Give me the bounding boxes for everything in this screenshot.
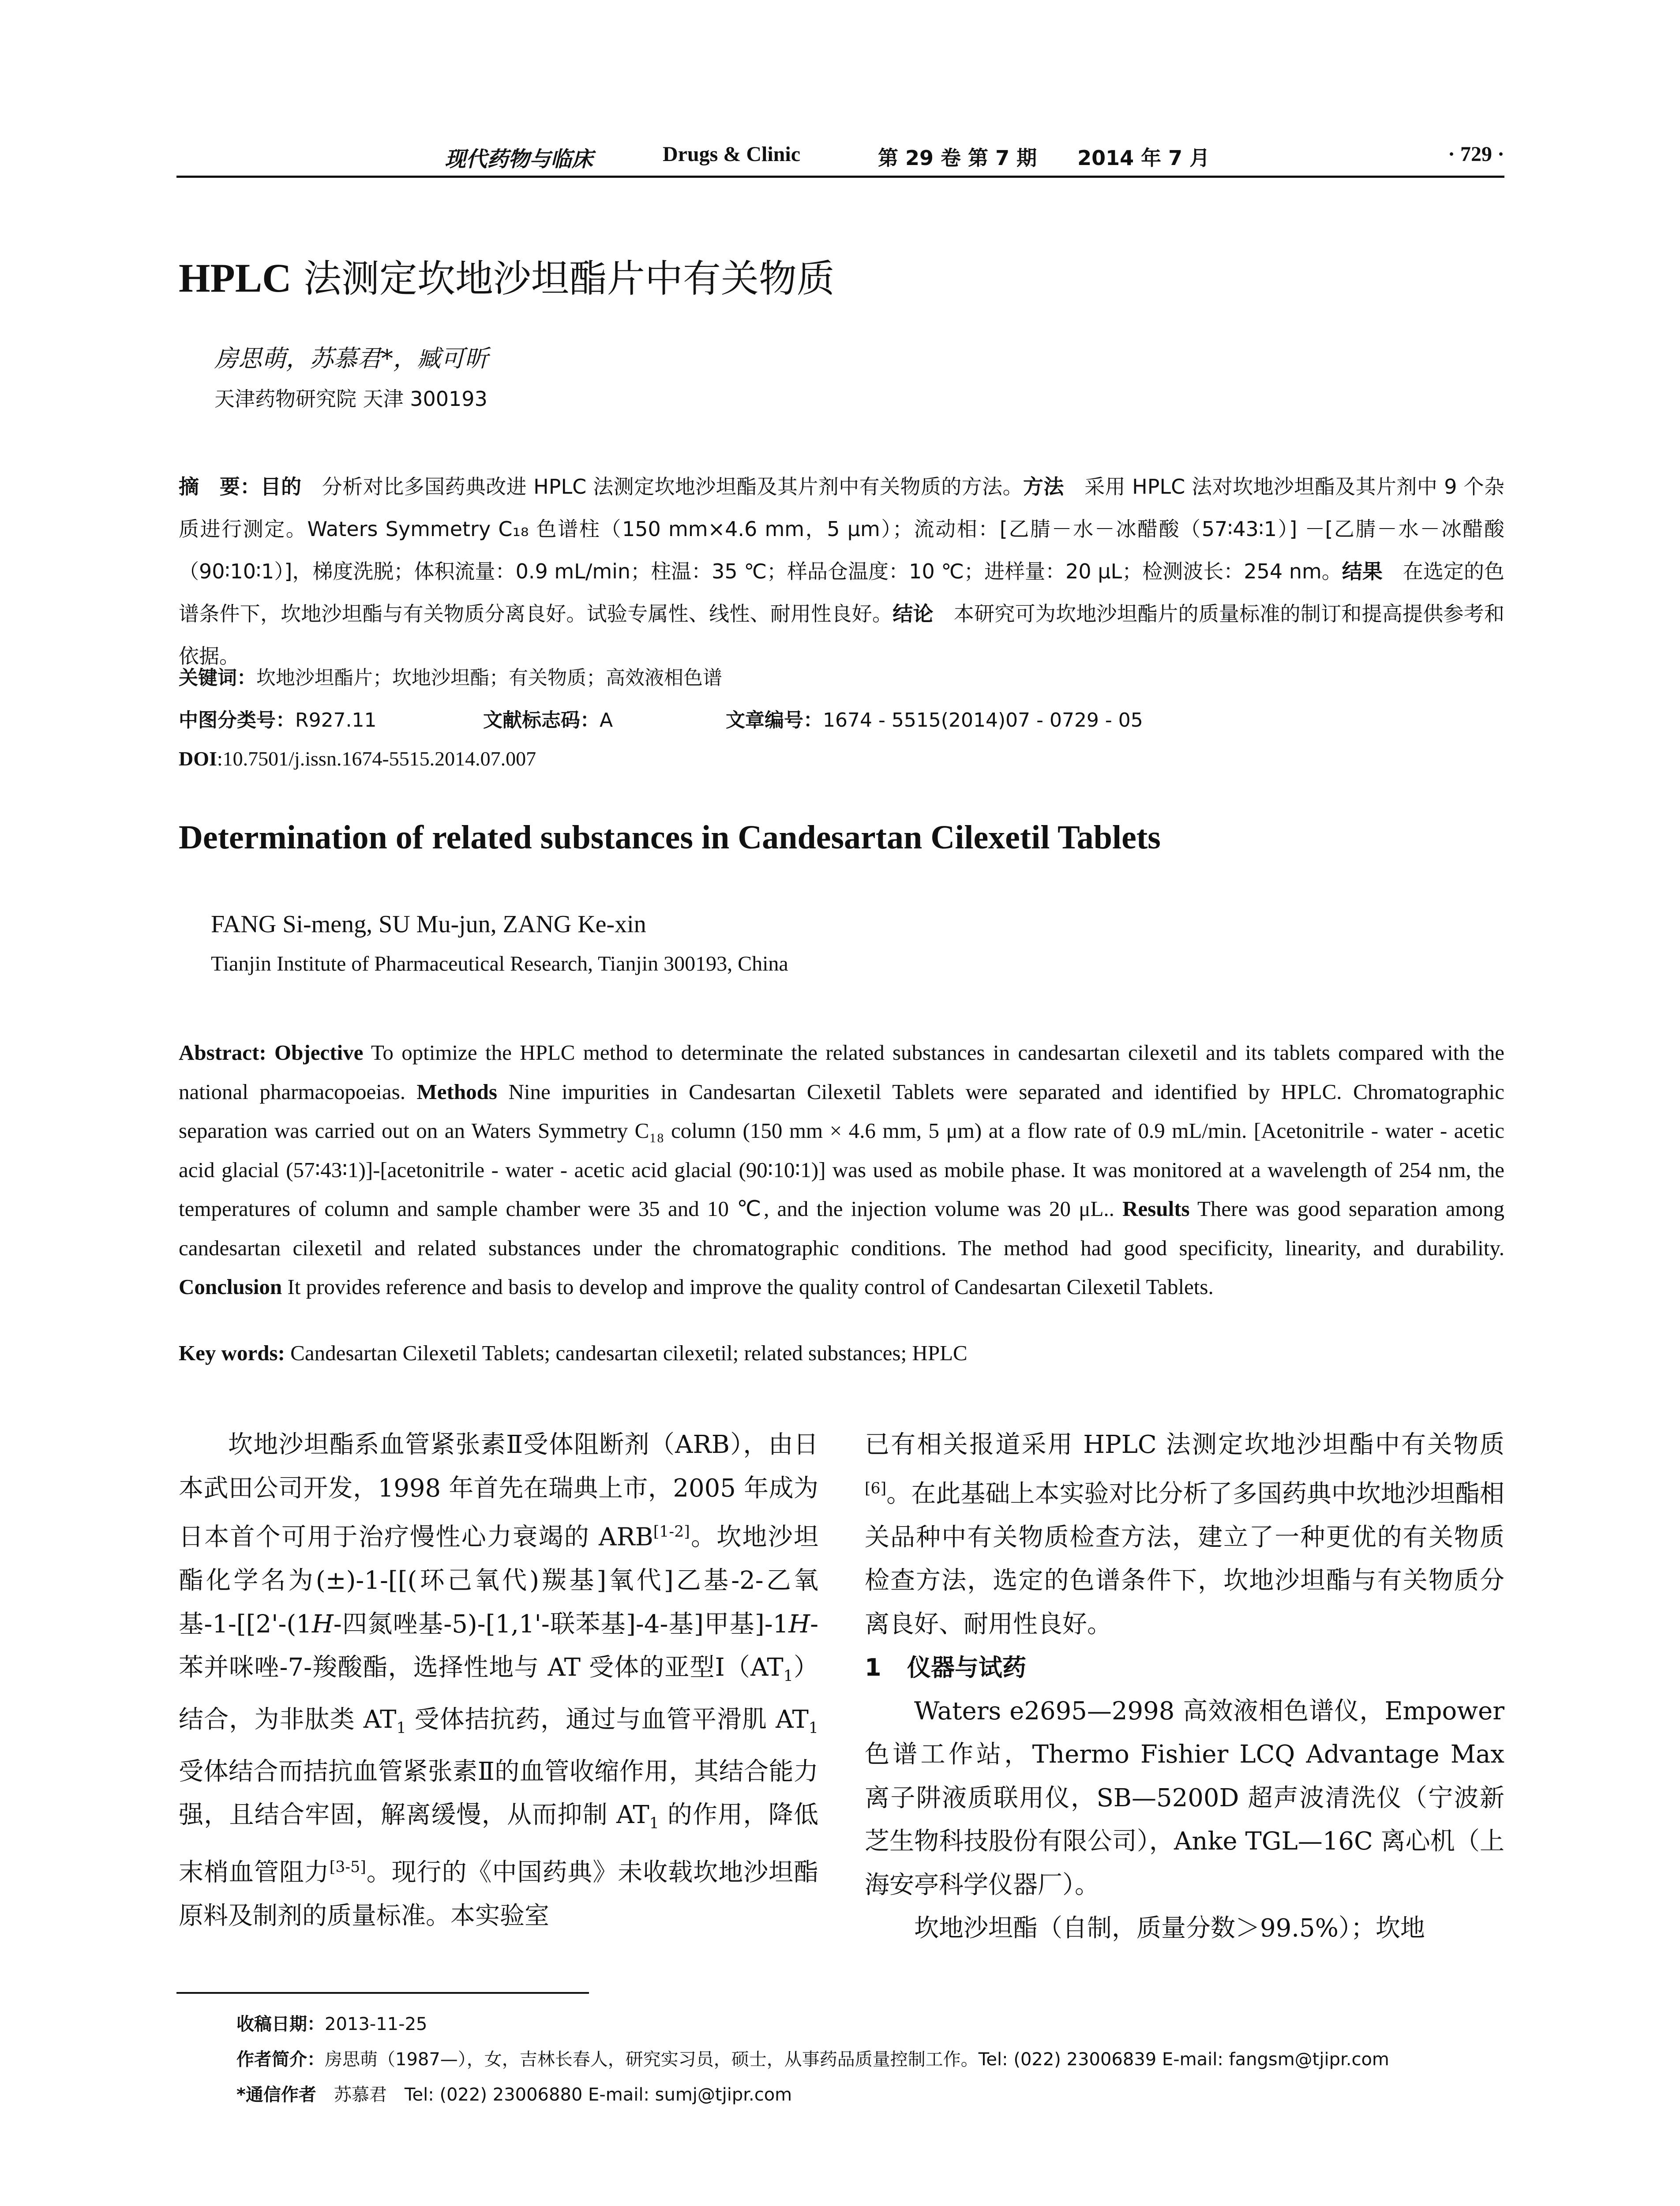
journal-name-en: Drugs & Clinic bbox=[663, 143, 800, 166]
body-text: 受体拮抗药，通过与血管平滑肌 AT bbox=[406, 1705, 809, 1734]
clc-value: R927.11 bbox=[295, 709, 377, 732]
body-right-column bbox=[865, 1423, 1504, 1951]
issue-date: 2014 年 7 月 bbox=[1077, 146, 1210, 170]
subscript: 1 bbox=[396, 1719, 406, 1737]
keywords-en bbox=[179, 1340, 968, 1366]
abstract-cn-methods: 采用 HPLC 法对坎地沙坦酯及其片剂中 9 个杂质进行测定。Waters Symmetry C₁₈ 色谱柱（150 mm×4.6 mm，5 μm）；流动相：[乙腈－水－冰醋酸（57∶43∶1）] －[乙腈－水－冰醋酸（90∶10∶1）]，梯度洗脱；体积流量：0.9 mL/min；柱温：35 ℃；样品仓温度：10 ℃；进样量：20 μL；检测波长：254 nm。 bbox=[179, 475, 1505, 583]
article-number-value: 1674 - 5515(2014)07 - 0729 - 05 bbox=[823, 709, 1143, 732]
abstract-cn-results: 在选定的色谱条件下，坎地沙坦酯与有关物质分离良好。试验专属性、线性、耐用性良好。 bbox=[179, 559, 1505, 626]
header-rule bbox=[176, 176, 1504, 178]
corresponding-label: *通信作者 bbox=[236, 2085, 316, 2105]
corresponding-info: 苏慕君 Tel: (022) 23006880 E-mail: sumj@tjipr.com bbox=[316, 2085, 792, 2105]
body-paragraph: 坎地沙坦酯（自制，质量分数＞99.5%）；坎地 bbox=[914, 1914, 1425, 1943]
doi-value[interactable]: :10.7501/j.issn.1674-5515.2014.07.007 bbox=[217, 747, 536, 770]
received-date: 2013-11-25 bbox=[325, 2014, 428, 2034]
body-text: 受体结合而拮抗血管紧张素Ⅱ的血管收缩作用，其结合能力强，且结合牢固，解离缓慢，从而抑制 AT bbox=[179, 1757, 818, 1830]
keywords-en-label: Key words: bbox=[179, 1341, 285, 1365]
body-text: 已有相关报道采用 HPLC 法测定坎地沙坦酯中有关物质 bbox=[865, 1430, 1504, 1459]
body-text: ）结合，为非肽类 AT bbox=[179, 1653, 819, 1734]
abstract-en-results-label: Results bbox=[1122, 1197, 1190, 1221]
clc-number bbox=[179, 704, 377, 732]
abstract-cn bbox=[179, 465, 1504, 677]
abstract-cn-results-label: 结果 bbox=[1342, 559, 1383, 583]
abstract-en-label: Abstract: bbox=[179, 1040, 266, 1065]
body-text: -苯并咪唑-7-羧酸酯，选择性地与 AT 受体的亚型Ⅰ（AT bbox=[179, 1609, 819, 1682]
section-number: 1 bbox=[865, 1654, 881, 1682]
author-bio: 房思萌（1987—），女，吉林长春人，研究实习员，硕士，从事药品质量控制工作。Tel: (022) 23006839 E-mail: fangsm@tjipr.com bbox=[325, 2049, 1389, 2070]
italic-h: H bbox=[311, 1609, 334, 1639]
authors-en: FANG Si-meng, SU Mu-jun, ZANG Ke-xin bbox=[211, 911, 646, 938]
abstract-en-conclusion-label: Conclusion bbox=[179, 1275, 282, 1299]
author-bio-label: 作者简介： bbox=[236, 2049, 325, 2070]
doi bbox=[179, 747, 536, 770]
document-code bbox=[483, 704, 613, 732]
subscript: 1 bbox=[808, 1719, 818, 1737]
volume-issue-date bbox=[878, 142, 1210, 171]
subscript: 1 bbox=[783, 1667, 793, 1685]
section-heading bbox=[865, 1646, 1504, 1690]
abstract-en-methods-label: Methods bbox=[416, 1079, 497, 1104]
keywords-cn-value: 坎地沙坦酯片；坎地沙坦酯；有关物质；高效液相色谱 bbox=[256, 667, 722, 689]
footnotes bbox=[236, 2007, 1507, 2112]
abstract-en-methods: Nine impurities in Candesartan Cilexetil Tablets were separated and identified by HPLC. Chromatographic separation was carried out on an Waters Symmetry C₁₈ column (150 mm × 4.6 mm, 5 μm) at a flow rate of 0.9 mL/min. [Acetonitrile - water - acetic acid glacial (57∶43∶1)]-[acetonitrile - water - acetic acid glacial (90∶10∶1)] was used as mobile phase. It was monitored at a wavelength of 254 nm, the temperatures of column and sample chamber were 35 and 10 ℃, and the injection volume was 20 μL.. bbox=[179, 1079, 1505, 1221]
page-number: · 729 · bbox=[1448, 143, 1504, 166]
abstract-cn-label: 摘 要： bbox=[179, 475, 261, 499]
title-cn bbox=[179, 248, 835, 303]
clc-label: 中图分类号： bbox=[179, 709, 295, 732]
keywords-cn-label: 关键词： bbox=[179, 667, 256, 689]
article-number-label: 文章编号： bbox=[726, 709, 823, 732]
abstract-cn-conclusion-label: 结论 bbox=[892, 602, 934, 626]
abstract-cn-objective-label: 目的 bbox=[260, 475, 302, 499]
footnote-received bbox=[236, 2007, 1507, 2042]
abstract-cn-conclusion: 本研究可为坎地沙坦酯片的质量标准的制订和提高提供参考和依据。 bbox=[179, 602, 1504, 668]
citation[interactable]: [3-5] bbox=[329, 1858, 366, 1876]
received-label: 收稿日期： bbox=[236, 2014, 325, 2034]
affiliation-cn: 天津药物研究院 天津 300193 bbox=[214, 387, 488, 411]
citation[interactable]: [6] bbox=[865, 1479, 887, 1497]
citation[interactable]: [1-2] bbox=[653, 1523, 690, 1541]
body-text: 。在此基础上本实验对比分析了多国药典中坎地沙坦酯相关品种中有关物质检查方法，建立了一种更优的有关物质检查方法，选定的色谱条件下，坎地沙坦酯与有关物质分离良好、耐用性良好。 bbox=[865, 1479, 1504, 1639]
body-left-column bbox=[179, 1423, 818, 1938]
abstract-cn-objective: 分析对比多国药典改进 HPLC 法测定坎地沙坦酯及其片剂中有关物质的方法。 bbox=[301, 475, 1023, 499]
authors-cn: 房思萌，苏慕君*，臧可昕 bbox=[214, 345, 488, 372]
article-number bbox=[726, 704, 1143, 732]
document-code-value: A bbox=[600, 709, 613, 732]
journal-name-cn: 现代药物与临床 bbox=[445, 147, 593, 172]
title-en: Determination of related substances in Candesartan Cilexetil Tablets bbox=[179, 819, 1161, 856]
keywords-en-value: Candesartan Cilexetil Tablets; candesartan cilexetil; related substances; HPLC bbox=[285, 1341, 968, 1365]
body-text: -四氮唑基-5)-[1,1'-联苯基]-4-基]甲基]-1 bbox=[333, 1609, 789, 1639]
abstract-cn-methods-label: 方法 bbox=[1023, 475, 1064, 499]
running-header bbox=[176, 140, 1504, 172]
volume-issue: 第 29 卷 第 7 期 bbox=[878, 146, 1037, 170]
title-cn-lead: HPLC bbox=[179, 255, 292, 300]
abstract-en-objective-label: Objective bbox=[274, 1040, 364, 1065]
body-text: 。坎地沙坦酯化学名为(±)-1-[[(环己氧代)羰基]氧代]乙基-2-乙氧基-1-[[2'-(1 bbox=[179, 1523, 819, 1639]
section-title: 仪器与试药 bbox=[907, 1654, 1026, 1682]
footnote-corresponding bbox=[236, 2077, 1507, 2112]
abstract-en-conclusion: It provides reference and basis to develop and improve the quality control of Candesartan Cilexetil Tablets. bbox=[282, 1275, 1214, 1299]
title-cn-rest: 法测定坎地沙坦酯片中有关物质 bbox=[291, 257, 835, 301]
body-text: 坎地沙坦酯系血管紧张素Ⅱ受体阻断剂（ARB），由日本武田公司开发，1998 年首先在瑞典上市，2005 年成为日本首个可用于治疗慢性心力衰竭的 ARB bbox=[179, 1430, 818, 1552]
body-text: 。现行的《中国药典》未收载坎地沙坦酯原料及制剂的质量标准。本实验室 bbox=[179, 1858, 818, 1930]
doi-label: DOI bbox=[179, 747, 217, 770]
abstract-en-objective: To optimize the HPLC method to determinate the related substances in candesartan cilexetil and its tablets compared with the national pharmacopoeias. bbox=[179, 1040, 1505, 1104]
affiliation-en: Tianjin Institute of Pharmaceutical Research, Tianjin 300193, China bbox=[211, 952, 788, 975]
body-paragraph bbox=[865, 1423, 1504, 1646]
italic-h: H bbox=[788, 1609, 810, 1639]
footnote-author bbox=[236, 2042, 1507, 2077]
body-text: 的作用，降低末梢血管阻力 bbox=[179, 1801, 818, 1887]
body-paragraph bbox=[179, 1423, 818, 1938]
footnote-rule bbox=[176, 1992, 589, 1994]
keywords-cn bbox=[179, 662, 722, 690]
abstract-en-results: There was good separation among candesartan cilexetil and related substances under the chromatographic conditions. The method had good specificity, linearity, and durability. bbox=[179, 1197, 1504, 1260]
document-code-label: 文献标志码： bbox=[483, 709, 600, 732]
body-paragraph: Waters e2695—2998 高效液相色谱仪，Empower 色谱工作站，Thermo Fishier LCQ Advantage Max 离子阱液质联用仪，SB—5200D 超声波清洗仪（宁波新芝生物科技股份有限公司），Anke TGL—16C 离心机（上海安亭科学仪器厂）。 bbox=[865, 1696, 1504, 1899]
abstract-en bbox=[179, 1033, 1504, 1307]
subscript: 1 bbox=[649, 1815, 659, 1833]
